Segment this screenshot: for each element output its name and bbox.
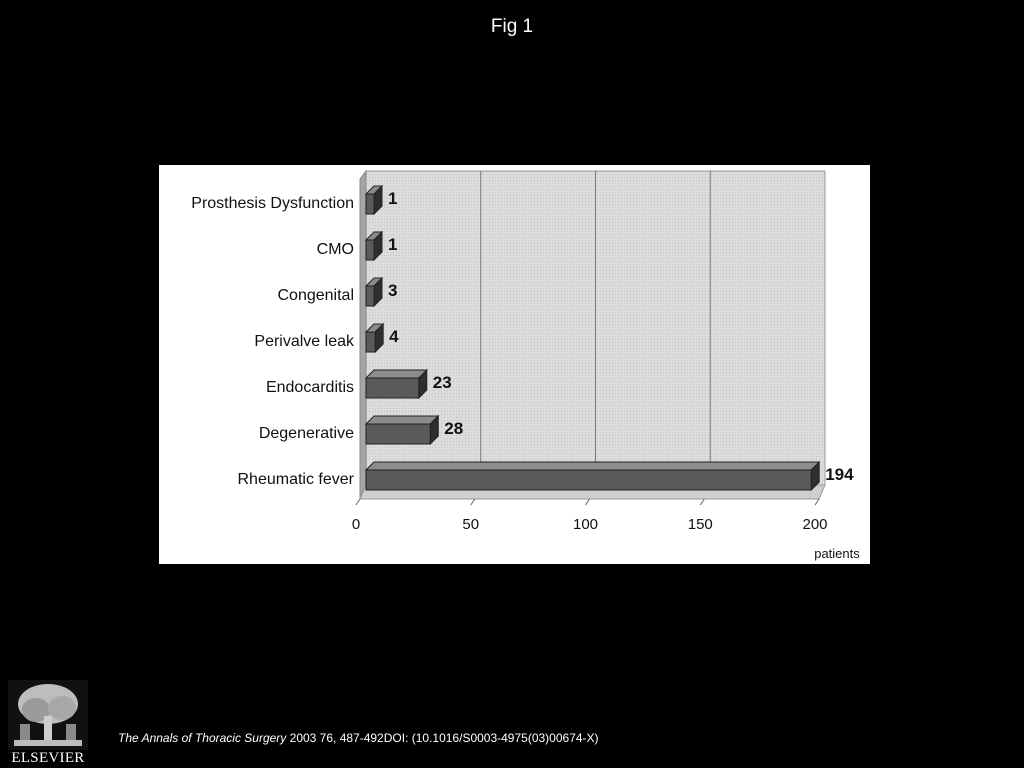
bar-front	[366, 332, 375, 352]
category-label: Congenital	[277, 287, 354, 304]
x-tick-label: 0	[351, 516, 361, 533]
bar-front	[366, 194, 374, 214]
x-tick	[356, 499, 360, 505]
bar-top	[366, 462, 819, 470]
category-label: CMO	[316, 241, 354, 258]
bar-front	[366, 286, 374, 306]
bar-top	[366, 370, 427, 378]
data-label: 194	[825, 465, 854, 484]
bar-front	[366, 378, 419, 398]
category-label: Degenerative	[258, 425, 354, 442]
category-label: Perivalve leak	[254, 333, 354, 350]
bar-front	[366, 240, 374, 260]
category-label: Rheumatic fever	[237, 471, 354, 488]
x-axis-label: patients	[814, 546, 860, 561]
citation	[118, 731, 599, 745]
logo-wordmark: ELSEVIER	[11, 750, 85, 766]
elsevier-logo	[8, 680, 88, 766]
bar-front	[366, 470, 811, 490]
category-label: Prosthesis Dysfunction	[191, 195, 354, 212]
x-tick	[471, 499, 475, 505]
x-tick-label: 200	[802, 516, 828, 533]
figure-panel	[159, 165, 870, 564]
data-label: 23	[432, 373, 452, 392]
bar-front	[366, 424, 430, 444]
citation-details: 2003 76, 487-492DOI: (10.1016/S0003-4975(03)00674-X)	[286, 731, 599, 745]
slide-title: Fig 1	[490, 16, 534, 37]
citation-journal: The Annals of Thoracic Surgery	[118, 731, 287, 745]
x-tick-label: 100	[572, 516, 599, 533]
data-label: 1	[388, 235, 398, 254]
x-tick-label: 150	[687, 516, 713, 533]
data-label: 1	[388, 189, 398, 208]
bar	[366, 370, 427, 398]
x-tick	[815, 499, 819, 505]
x-tick	[700, 499, 704, 505]
bar	[366, 462, 819, 490]
bar-chart	[159, 165, 870, 564]
data-label: 3	[388, 281, 398, 300]
category-label: Endocarditis	[265, 379, 354, 396]
bar	[366, 416, 438, 444]
x-tick	[586, 499, 590, 505]
data-label: 28	[444, 419, 464, 438]
bar-top	[366, 416, 438, 424]
x-tick-label: 50	[462, 516, 480, 533]
data-label: 4	[389, 327, 399, 346]
plot-side-wall	[360, 171, 366, 499]
tree-icon	[8, 680, 88, 750]
